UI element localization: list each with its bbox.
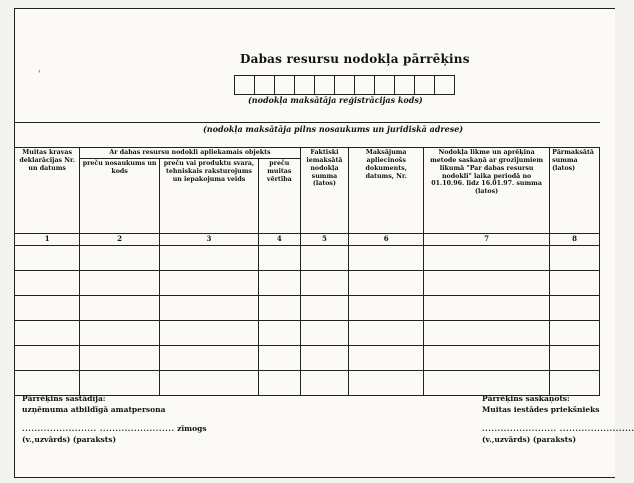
compiled-by-title: Pārrēķins sastādīja: — [22, 394, 106, 403]
table-row[interactable] — [15, 295, 600, 320]
registration-code-box[interactable] — [435, 76, 454, 94]
recalculation-table — [14, 147, 600, 396]
registration-code-box[interactable] — [275, 76, 295, 94]
approved-by-signature-line[interactable] — [482, 424, 634, 435]
header-payment-document: Maksājuma apliecinošs dokuments, datums, Nr. — [349, 148, 424, 234]
table-row[interactable] — [15, 370, 600, 395]
header-declaration: Muitas kravas deklarācijas Nr. un datums — [15, 148, 80, 234]
stamp-label: zīmogs — [177, 423, 207, 433]
form-title: Dabas resursu nodokļa pārrēķins — [240, 52, 470, 66]
registration-code-box[interactable] — [355, 76, 375, 94]
compiled-by-signature-line[interactable] — [22, 424, 207, 435]
registration-code-box[interactable] — [375, 76, 395, 94]
registration-code-box[interactable] — [335, 76, 355, 94]
column-number-row — [15, 233, 600, 245]
payer-name-caption: (nodokļa maksātāja pilns nosaukums un juridiskā adrese) — [203, 124, 464, 134]
compiled-by-caption: (v.,uzvārds) (paraksts) — [22, 434, 116, 444]
approved-by-title: Pārrēķins saskaņots: — [482, 394, 570, 403]
column-number: 1 — [15, 233, 80, 245]
header-tax-rate: Nodokļa likme un aprēķina metode saskaņā ar grozījumiem likumā "Par dabas resursu nodokli" laika periodā no 01.10.96. līdz 16.01.97. summa (latos) — [424, 148, 550, 234]
approved-by-caption: (v.,uzvārds) (paraksts) — [482, 434, 576, 444]
registration-code-box[interactable] — [255, 76, 275, 94]
registration-code-boxes[interactable] — [234, 75, 455, 95]
header-row-1 — [15, 148, 600, 159]
compiled-by-block — [22, 394, 207, 446]
scan-mark: ' — [38, 70, 41, 80]
table-row[interactable] — [15, 345, 600, 370]
column-number: 6 — [349, 233, 424, 245]
column-number: 4 — [259, 233, 301, 245]
header-goods-name: preču nosaukums un kods — [80, 158, 160, 233]
column-number: 3 — [159, 233, 258, 245]
header-goods-weight: preču vai produktu svara, tehniskais raksturojums un iepakojuma veids — [159, 158, 258, 233]
registration-code-box[interactable] — [415, 76, 435, 94]
header-paid-tax: Faktiski iemaksātā nodokļa summa (latos) — [300, 148, 349, 234]
registration-code-box[interactable] — [395, 76, 415, 94]
signature-dots: ........................ ........................ — [22, 423, 175, 433]
header-taxable-object: Ar dabas resursu nodokli apliekamais objekts — [80, 148, 300, 159]
registration-code-box[interactable] — [315, 76, 335, 94]
approved-by-block — [482, 394, 634, 446]
table-row[interactable] — [15, 270, 600, 295]
header-customs-value: preču muitas vērtība — [259, 158, 301, 233]
registration-code-caption: (nodokļa maksātāja reģistrācijas kods) — [248, 95, 423, 105]
registration-code-box[interactable] — [235, 76, 255, 94]
column-number: 7 — [424, 233, 550, 245]
registration-code-box[interactable] — [295, 76, 315, 94]
approved-by-role: Muitas iestādes priekšnieks — [482, 404, 600, 414]
column-number: 8 — [550, 233, 600, 245]
table-row[interactable] — [15, 320, 600, 345]
signature-dots: ........................ ........................ — [482, 423, 634, 433]
payer-name-line[interactable] — [14, 122, 600, 123]
table-row[interactable] — [15, 245, 600, 270]
compiled-by-role: uzņēmuma atbildīgā amatpersona — [22, 404, 166, 414]
column-number: 2 — [80, 233, 160, 245]
column-number: 5 — [300, 233, 349, 245]
header-overpaid-sum: Pārmaksātā summa (latos) — [550, 148, 600, 234]
